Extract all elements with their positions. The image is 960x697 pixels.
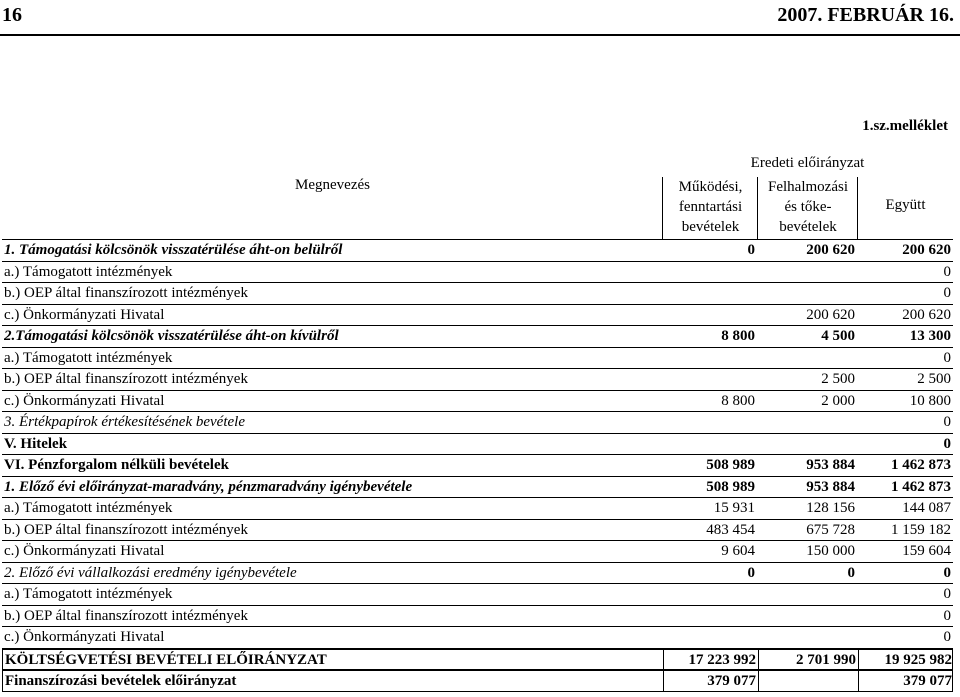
row-label: 2.Támogatási kölcsönök visszatérülése áht-on kívülről [4, 328, 339, 344]
table-row [2, 240, 953, 262]
row-value-v3: 200 620 [902, 306, 951, 323]
row-label: VI. Pénzforgalom nélküli bevételek [4, 457, 229, 473]
row-label: Finanszírozási bevételek előirányzat [5, 673, 237, 689]
row-value-v1: 0 [747, 242, 755, 258]
row-value-v3: 0 [943, 586, 951, 602]
table-row [2, 498, 953, 520]
row-value-v2 [757, 262, 857, 283]
row-value-v1 [662, 412, 757, 433]
row-value-v1: 483 454 [706, 521, 755, 538]
row-value-v3: 1 159 182 [891, 521, 951, 538]
row-value-v1 [662, 369, 757, 390]
group-header: Eredeti előirányzat [750, 155, 865, 171]
row-value-v1 [662, 627, 757, 648]
row-label: 3. Értékpapírok értékesítésének bevétele [4, 414, 245, 430]
row-value-v3: 0 [943, 564, 951, 581]
row-value-v3: 1 462 873 [891, 478, 951, 495]
table-row [2, 670, 953, 692]
col3-header: Együtt [857, 177, 953, 239]
row-value-v2 [758, 671, 858, 691]
issue-date: 2007. FEBRUÁR 16. [777, 4, 954, 26]
row-value-v2: 150 000 [806, 543, 855, 559]
row-label: a.) Támogatott intézmények [4, 349, 173, 366]
table-row [2, 563, 953, 585]
attachment-label: 1.sz.melléklet [862, 118, 948, 134]
row-label: a.) Támogatott intézmények [4, 263, 173, 280]
row-value-v3: 2 500 [917, 371, 951, 387]
row-value-v1: 8 800 [721, 392, 755, 409]
row-label: c.) Önkormányzati Hivatal [4, 306, 165, 323]
row-value-v1 [662, 348, 757, 369]
row-value-v2: 4 500 [821, 328, 855, 344]
row-label: a.) Támogatott intézmények [4, 500, 173, 516]
row-value-v2: 200 620 [806, 242, 855, 258]
row-label: 1. Támogatási kölcsönök visszatérülése áht-on belülről [4, 242, 343, 258]
row-label: c.) Önkormányzati Hivatal [4, 392, 165, 409]
row-value-v2: 2 500 [821, 371, 855, 387]
row-value-v2 [757, 584, 857, 605]
row-value-v1 [662, 434, 757, 455]
row-label: b.) OEP által finanszírozott intézmények [4, 371, 248, 387]
row-value-v2 [757, 627, 857, 648]
row-value-v3: 200 620 [902, 242, 951, 258]
table-row [2, 541, 953, 563]
row-value-v1: 8 800 [721, 328, 755, 344]
row-value-v1 [662, 606, 757, 627]
row-value-v3: 0 [943, 607, 951, 624]
row-value-v2 [757, 434, 857, 455]
table-row [2, 520, 953, 542]
row-value-v3: 159 604 [902, 543, 951, 559]
row-label: b.) OEP által finanszírozott intézmények [4, 607, 248, 624]
row-value-v2 [757, 283, 857, 304]
name-column-header: Megnevezés [295, 177, 370, 193]
row-value-v1: 508 989 [706, 457, 755, 473]
row-value-v3: 379 077 [858, 671, 954, 691]
table-row [2, 627, 953, 649]
row-value-v1: 0 [747, 564, 755, 581]
table-row [2, 434, 953, 456]
table-row [2, 262, 953, 284]
row-value-v2: 953 884 [806, 457, 855, 473]
row-value-v3: 0 [943, 435, 951, 452]
table-row [2, 606, 953, 628]
row-value-v2: 2 701 990 [758, 650, 858, 670]
row-value-v3: 13 300 [909, 328, 951, 344]
table-row [2, 477, 953, 499]
row-label: a.) Támogatott intézmények [4, 586, 173, 602]
row-label: b.) OEP által finanszírozott intézmények [4, 285, 248, 301]
row-value-v1: 508 989 [706, 478, 755, 495]
row-value-v2: 675 728 [806, 521, 855, 538]
row-label: c.) Önkormányzati Hivatal [4, 629, 165, 645]
table-row [2, 455, 953, 477]
row-value-v1: 9 604 [721, 543, 755, 559]
row-value-v2: 0 [847, 564, 855, 581]
row-value-v3: 1 462 873 [891, 457, 951, 473]
table-row [2, 369, 953, 391]
row-value-v3: 0 [943, 349, 951, 366]
row-value-v3: 10 800 [909, 392, 951, 409]
row-value-v1: 15 931 [713, 500, 755, 516]
row-value-v3: 0 [943, 285, 951, 301]
row-value-v1: 17 223 992 [663, 650, 758, 670]
row-value-v3: 0 [943, 414, 951, 430]
row-value-v1 [662, 262, 757, 283]
table-row [2, 305, 953, 327]
row-value-v2 [757, 348, 857, 369]
row-value-v2 [757, 606, 857, 627]
budget-table [2, 151, 953, 692]
row-value-v1 [662, 584, 757, 605]
table-row [2, 391, 953, 413]
row-label: KÖLTSÉGVETÉSI BEVÉTELI ELŐIRÁNYZAT [5, 651, 327, 668]
table-row [2, 283, 953, 305]
row-value-v3: 144 087 [902, 500, 951, 516]
row-label: b.) OEP által finanszírozott intézmények [4, 521, 248, 538]
table-row [2, 326, 953, 348]
row-value-v1 [662, 283, 757, 304]
row-label: 2. Előző évi vállalkozási eredmény igénybevétele [4, 564, 297, 581]
row-label: 1. Előző évi előirányzat-maradvány, pénzmaradvány igénybevétele [4, 478, 413, 495]
table-row [2, 649, 953, 671]
row-value-v1: 379 077 [663, 671, 758, 691]
row-label: V. Hitelek [4, 435, 68, 452]
col2-header: Felhalmozási és tőke- bevételek [757, 177, 858, 239]
page-number: 16 [2, 4, 22, 26]
row-value-v2 [757, 412, 857, 433]
table-row [2, 584, 953, 606]
table-row [2, 348, 953, 370]
row-label: c.) Önkormányzati Hivatal [4, 543, 165, 559]
table-row [2, 412, 953, 434]
row-value-v1 [662, 305, 757, 326]
row-value-v2: 2 000 [821, 392, 855, 409]
table-body [2, 240, 953, 692]
row-value-v3: 0 [943, 263, 951, 280]
row-value-v2: 953 884 [806, 478, 855, 495]
row-value-v2: 200 620 [806, 306, 855, 323]
row-value-v3: 19 925 982 [858, 650, 954, 670]
page-header [0, 0, 960, 36]
table-header [2, 151, 953, 240]
row-value-v2: 128 156 [806, 500, 855, 516]
row-value-v3: 0 [943, 629, 951, 645]
col1-header: Működési, fenntartási bevételek [662, 177, 758, 239]
